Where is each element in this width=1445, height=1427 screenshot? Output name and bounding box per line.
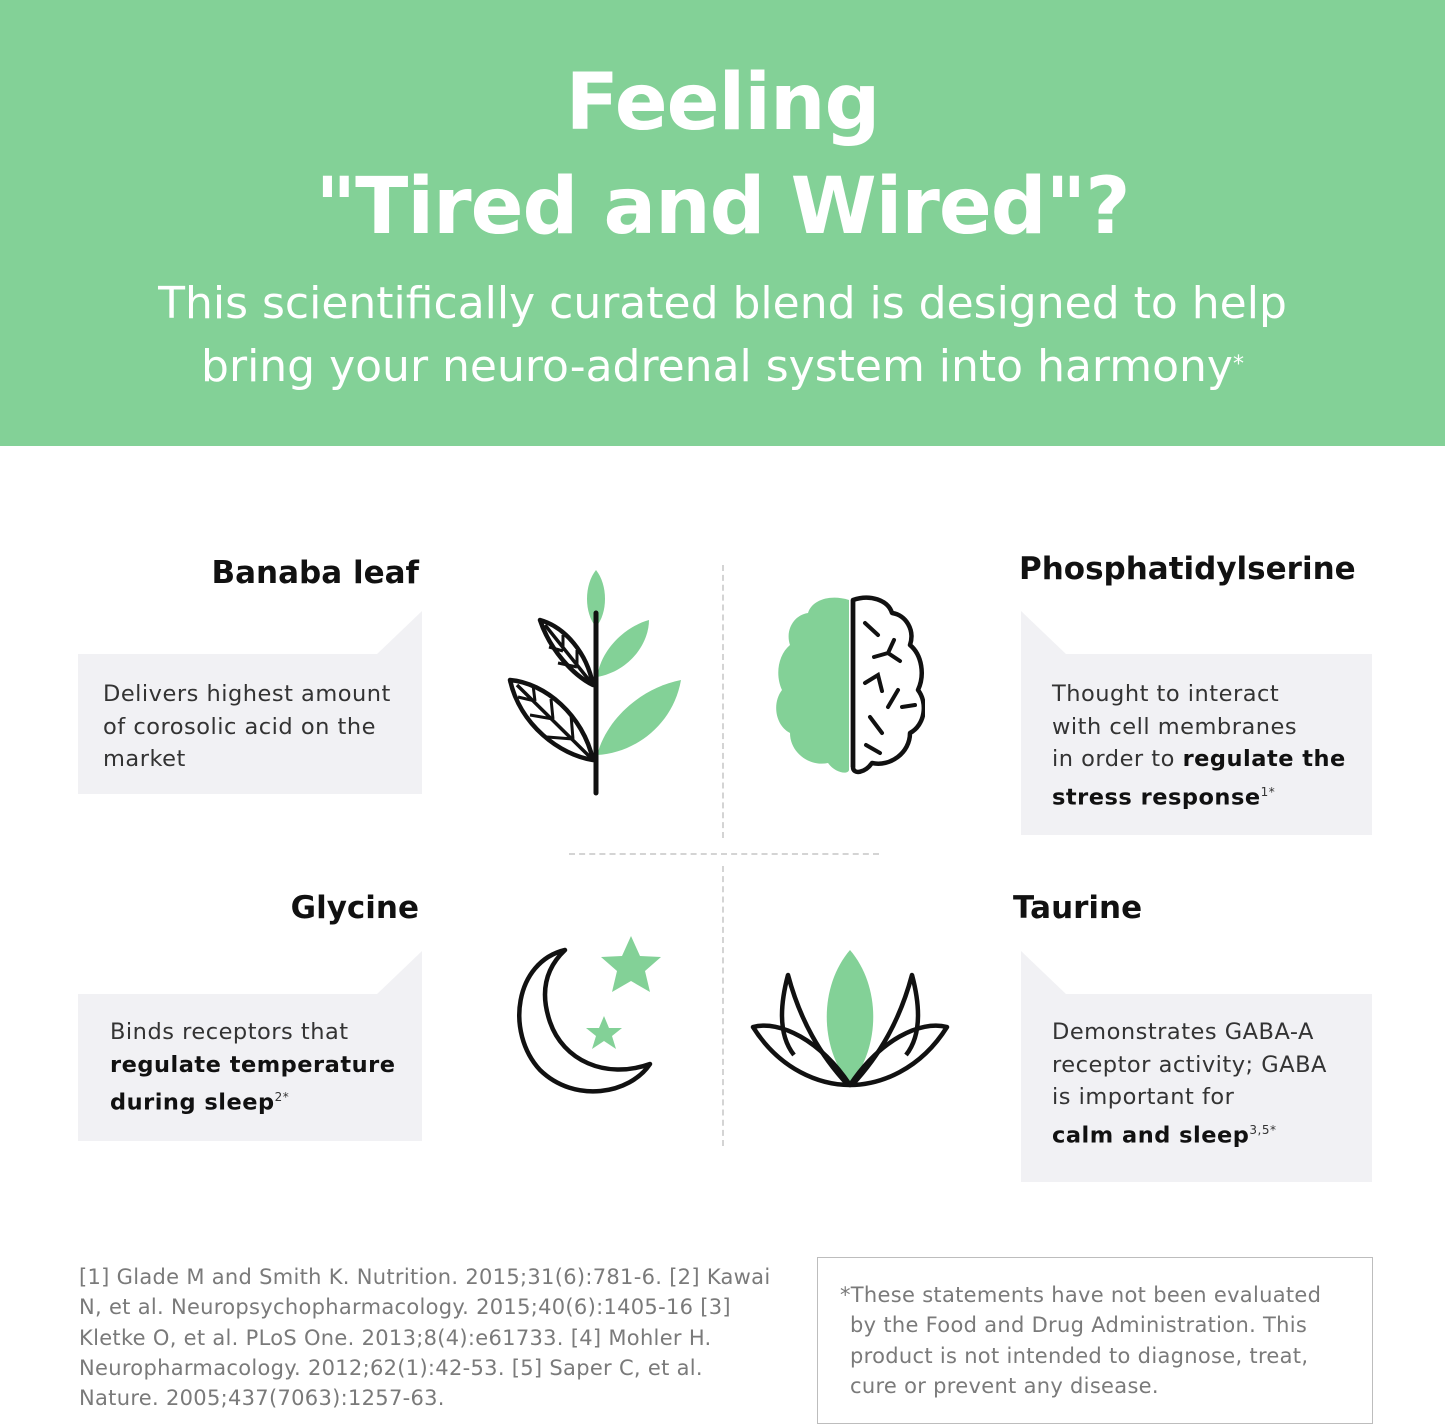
phosphatidylserine-desc-line1: Thought to interact (1052, 681, 1280, 707)
taurine-card (1021, 994, 1372, 1182)
taurine-heading: Taurine (1013, 890, 1143, 926)
phosphatidylserine-desc-line4 (1052, 776, 1372, 814)
taurine-desc-line4 (1052, 1114, 1372, 1152)
reference-line3: Kletke O, et al. PLoS One. 2013;8(4):e61733. [4] Mohler H. (79, 1325, 712, 1350)
fda-disclaimer-box (817, 1257, 1373, 1424)
phosphatidylserine-heading: Phosphatidylserine (1019, 551, 1356, 587)
taurine-card-tab (1021, 951, 1067, 995)
glycine-card (78, 994, 422, 1141)
banaba-heading: Banaba leaf (211, 555, 419, 591)
phosphatidylserine-card (1021, 654, 1372, 835)
glycine-desc-line1: Binds receptors that (110, 1019, 349, 1045)
glycine-desc-line2 (110, 1049, 422, 1082)
reference-line4: Neuropharmacology. 2012;62(1):42-53. [5] Saper C, et al. (79, 1355, 703, 1380)
phosphatidylserine-desc-line3-plain: in order to (1052, 746, 1183, 772)
glycine-desc-line3-bold: during sleep (110, 1089, 275, 1116)
hero-subtitle-line1: This scientifically curated blend is designed to help (158, 278, 1287, 329)
leaf-branch-icon (505, 565, 690, 800)
banaba-desc-line2: of corosolic acid on the (103, 713, 376, 740)
disclaimer-line2: by the Food and Drug Administration. This (850, 1313, 1308, 1338)
brain-icon (770, 595, 925, 775)
hero-subtitle (0, 272, 1445, 398)
banaba-card-tab (376, 611, 422, 655)
hero-subtitle-line2: bring your neuro-adrenal system into harmony (201, 341, 1233, 392)
glycine-desc-line3 (110, 1081, 422, 1119)
glycine-desc-line2-bold: regulate temperature (110, 1051, 396, 1078)
taurine-desc-line3: is important for (1052, 1084, 1235, 1110)
phosphatidylserine-desc-line3 (1052, 743, 1372, 776)
phosphatidylserine-desc-line4-bold: stress response (1052, 784, 1261, 810)
taurine-desc-line2: receptor activity; GABA (1052, 1051, 1327, 1078)
phosphatidylserine-desc-line2: with cell membranes (1052, 713, 1298, 740)
phosphatidylserine-card-tab (1021, 611, 1067, 655)
hero-subtitle-line2-wrap (0, 335, 1445, 398)
reference-line1: [1] Glade M and Smith K. Nutrition. 2015;31(6):781-6. [2] Kawai (79, 1265, 771, 1289)
disclaimer-line3: product is not intended to diagnose, treat, (850, 1343, 1309, 1368)
disclaimer-line4: cure or prevent any disease. (850, 1373, 1159, 1398)
hero-subtitle-mark: * (1232, 352, 1244, 377)
disclaimer-line1: *These statements have not been evaluated (840, 1283, 1322, 1307)
references-block (79, 1262, 809, 1413)
taurine-desc-line1: Demonstrates GABA-A (1052, 1019, 1314, 1045)
banaba-card (78, 654, 422, 794)
glycine-footnote-mark: 2* (274, 1090, 290, 1104)
glycine-card-tab (376, 951, 422, 995)
phosphatidylserine-footnote-mark: 1* (1260, 784, 1276, 799)
reference-line2: N, et al. Neuropsychopharmacology. 2015;40(6):1405-16 [3] (79, 1295, 731, 1320)
taurine-footnote-mark: 3,5* (1249, 1122, 1277, 1137)
divider-vertical-bottom (722, 866, 724, 1146)
divider-vertical-top (722, 565, 724, 838)
hero-title-line1: Feeling (565, 58, 880, 148)
banaba-desc-line1: Delivers highest amount (103, 681, 391, 707)
moon-stars-icon (505, 932, 675, 1102)
hero-banner (0, 0, 1445, 446)
glycine-heading: Glycine (290, 890, 419, 926)
hero-title-line2: "Tired and Wired"? (315, 162, 1130, 252)
reference-line5: Nature. 2005;437(7063):1257-63. (79, 1386, 445, 1411)
banaba-desc-line3: market (103, 746, 186, 772)
phosphatidylserine-desc-line3-bold: regulate the (1182, 746, 1346, 772)
lotus-icon (750, 945, 950, 1090)
divider-horizontal (569, 853, 879, 855)
taurine-desc-line4-bold: calm and sleep (1052, 1122, 1250, 1148)
